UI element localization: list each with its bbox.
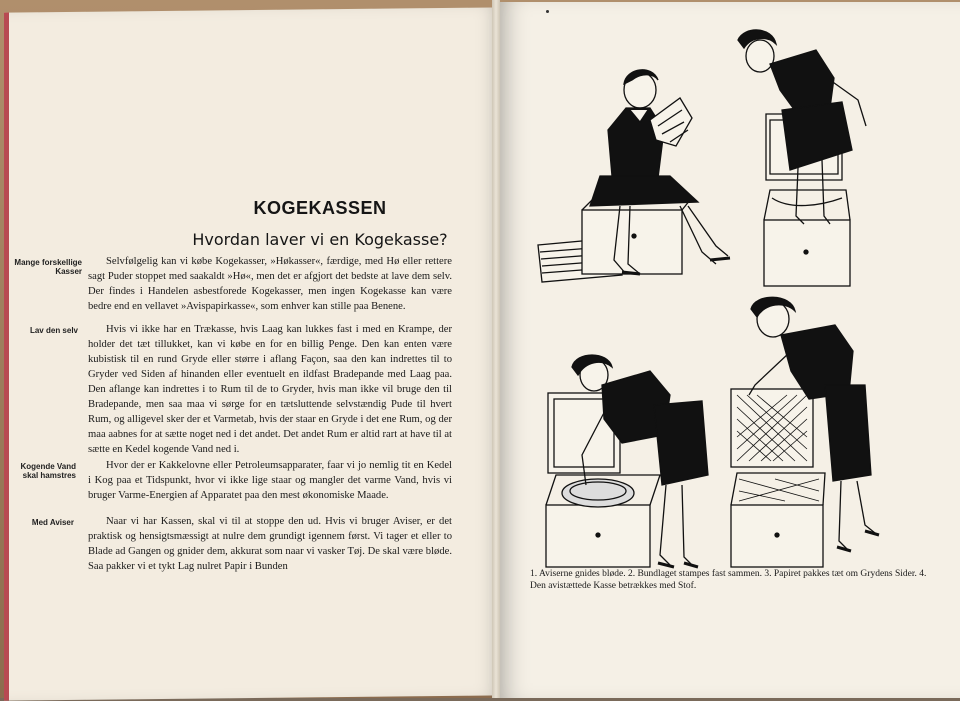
margin-note-mange-kasser: Mange forskellige Kasser [14,258,82,276]
margin-note-kogende-vand: Kogende Vand skal hamstres [20,462,76,480]
woman-packing-pot-illustration [542,345,717,575]
woman-stamping-in-box-illustration [730,20,880,295]
woman-covering-box-illustration [725,295,905,570]
paragraph-med-aviser: Naar vi har Kassen, skal vi til at stoppe den ud. Hvis vi bruger Aviser, er det praktisk og hensigtsmæssigt at nulre dem grundigt igennem først. Vi tager et eller to Blade ad Gangen og gnider dem, akkurat som naar vi vasker Tøj. De skal være bløde. Saa pakker vi et tykt Lag nulret Papir i Bunden [88,516,452,572]
chapter-subtitle: Hvordan laver vi en Kogekasse? [192,230,448,249]
page-speck [546,10,549,13]
paragraph-mange-kasser: Selvfølgelig kan vi købe Kogekasser, »Høkasser«, færdige, med Hø eller rettere sagt Puder stoppet med saakaldt »Hø«, men det er afgjort det bedste at lave dem selv. Der findes i Handelen asbestforede Kogekasser, men ingen Kogekasse kan være bedre end en vellavet »Avispapirkasse«, som enhver kan stille paa Benene. [88,256,452,312]
illustration-caption: 1. Aviserne gnides bløde. 2. Bundlaget stampes fast sammen. 3. Papiret pakkes tæt om Grydens Sider. 4. Den avistættede Kasse betrækkes med Stof. [530,569,927,591]
woman-crumpling-newspaper-illustration [530,60,740,290]
paragraph-kogende-vand: Hvor der er Kakkelovne eller Petroleumsapparater, faar vi jo nemlig tit en Kedel i Kog paa et Tidspunkt, hvor vi ikke lige staar og mangler det varme Vand, hvis vi bruger Varme-Energien af Apparatet paa den mest økonomiske Maade. [88,460,452,501]
margin-note-lav-den-selv: Lav den selv [29,326,78,335]
margin-note-med-aviser: Med Aviser [31,518,74,527]
paragraph-lav-den-selv: Hvis vi ikke har en Trækasse, hvis Laag kan lukkes fast i med en Krampe, der holder det tæt tillukket, kan vi købe en for en billig Penge. Den kan enten være kubistisk til en rund Gryde eller større i aflang Façon, saa den kan indrettes til to Gryder ved Siden af hinanden eller eventuelt en ildfast Bradepande med Laag paa. Den aflange kan indrettes i to Rum til de to Gryder, hvis man ikke vil bruge den til Bradepande, men saa maa vi sørge for en tætsluttende selvstændig Pude til hvert Rum, og alligevel sker der et Varmetab, hvis der staar en Gryde i det ene Rum, og der maa aabnes for at sætte noget ned i det andet. Det andet Rum er altid rart at have til at sætte en Kedel kogende Vand ned i. [88,324,452,455]
chapter-title: KOGEKASSEN [253,198,387,218]
book-gutter [492,0,500,698]
